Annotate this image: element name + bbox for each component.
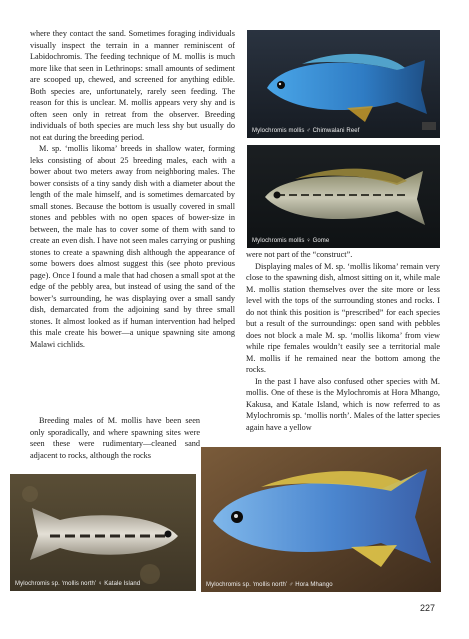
fish-photo-illustration — [10, 474, 196, 591]
paragraph: where they contact the sand. Sometimes foraging individuals visually inspect the terrain in a manner reminiscent of Labidochromis. The feeding technique of M. mollis is much more like that seen in Lethrinops: small amounts of sediment are scooped up, chewed, and screened for anything edible. Both species are, unfortunately, rarely seen feeding. The reason for this is unclear. M. mollis appears very shy and is often seen only in retreat from the observer. Breeding individuals of both species are much less shy but usually do not eat during the breeding period. — [30, 29, 235, 142]
left-column-lower — [30, 415, 200, 461]
paragraph: In the past I have also confused other species with M. mollis. One of these is the Mylochromis at Hora Mhango, Kakusa, and Katale Island, which is now referred to as Mylochromis sp. ‘mollis north’. Males of the latter species again have a yellow — [246, 376, 440, 432]
photo-mollis-female-gome — [247, 145, 440, 248]
fish-photo-illustration — [247, 30, 440, 138]
photo-caption: Mylochromis sp. ‘mollis north’ ♂ Hora Mhango — [206, 582, 333, 588]
photo-caption: Mylochromis sp. ‘mollis north’ ♀ Katale Island — [15, 581, 141, 587]
left-column-text — [30, 28, 235, 350]
photo-caption: Mylochromis mollis ♂ Chimwalani Reef — [252, 128, 360, 134]
photo-mollis-male-chimwalani — [247, 30, 440, 138]
fish-photo-illustration — [201, 447, 441, 592]
photo-mollis-north-female-katale — [10, 474, 196, 591]
fish-photo-illustration — [247, 145, 440, 248]
paragraph: were not part of the “construct”. — [246, 250, 353, 259]
page-number: 227 — [419, 603, 435, 613]
photo-mollis-north-male-hora-mhango — [201, 447, 441, 592]
paragraph: M. sp. ‘mollis likoma’ breeds in shallow water, forming leks consisting of about 25 breeding males, each with a bower about two meters away from neighboring males. The bower consists of a tiny sandy dish with a diameter about the length of the male himself, and is sometimes demarcated by small stones. Because the bottom is usually covered in small stones and pebbles with no open spaces of bower-size in between, the male has to cover some of them with sand to create an even dish. I have not seen males carrying or pushing stones to create a spawning dish although the appearance of some bowers does almost suggest this (see photo previous page). Once I found a male that had chosen a small spot at the edge of the pebbly area, but instead of using the sand of the bower’s surrounding, he was displaying over a small sandy dish, demarcated from the adjoining sand by three small stones. It almost looked as if human intervention had helped this male create his bower—a unique spawning site among Malawi cichlids. — [30, 144, 235, 349]
photo-caption: Mylochromis mollis ♀ Gome — [252, 238, 330, 244]
right-column-text — [246, 249, 440, 433]
paragraph: Breeding males of M. mollis have been seen only sporadically, and where spawning sites were seen these were rudimentary—cleaned sand adjacent to rocks, although the rocks — [30, 416, 200, 460]
paragraph: Displaying males of M. sp. ‘mollis likoma’ remain very close to the spawning dish, almost sitting on it, while male M. mollis station themselves over the site more or less level with the tops of the surrounding stones and rocks. I do not think this position is “prescribed” for each species but a result of the surroundings: open sand with pebbles does not block a male M. sp. ‘mollis likoma’ from view while ripe females wouldn’t easily see a territorial male M. mollis if he remained near the bottom among the rocks. — [246, 261, 440, 374]
